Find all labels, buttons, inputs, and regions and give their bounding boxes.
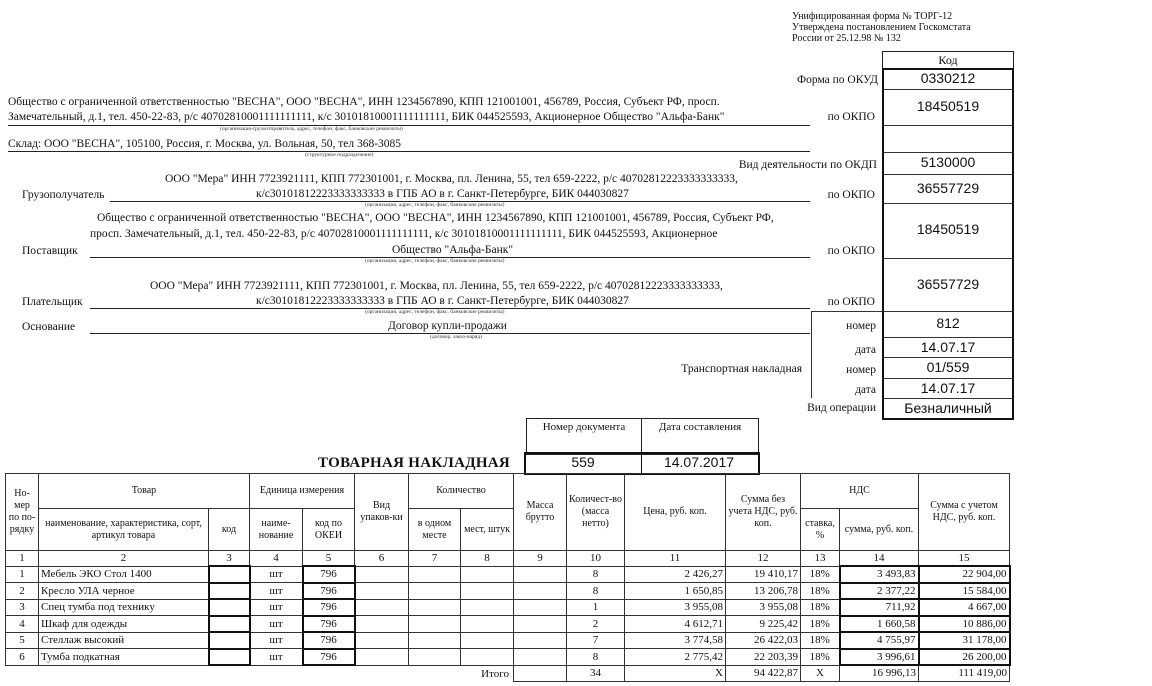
row-number: 2 bbox=[6, 583, 39, 600]
hdr-goods-code: код bbox=[209, 509, 250, 551]
transport-number: 01/559 bbox=[926, 359, 970, 375]
okpo-label-payer: по ОКПО bbox=[827, 296, 875, 308]
row-vat: 4 755,97 bbox=[840, 632, 919, 649]
hdr-qty-places: мест, штук bbox=[461, 509, 514, 551]
hdr-gross: Масса брутто bbox=[514, 474, 567, 551]
payer-line2: к/с30101812223333333333 в ГПБ АО в г. Санкт-Петербурге, БИК 044030827 bbox=[256, 295, 629, 307]
row-number: 5 bbox=[6, 632, 39, 649]
totals-rate: X bbox=[801, 665, 840, 681]
okdp-label: Вид деятельности по ОКДП bbox=[738, 159, 877, 171]
okdp-code: 5130000 bbox=[920, 154, 976, 170]
codes-header: Код bbox=[882, 51, 1014, 69]
supplier-line2: просп. Замечательный, д.1, тел. 450-22-83, р/с 40702810001111111111, к/с 30101810001111111111, БИК 044525593, Акционерное bbox=[90, 228, 718, 240]
table-row bbox=[6, 583, 1010, 600]
payer-label: Плательщик bbox=[22, 296, 83, 308]
doc-title: ТОВАРНАЯ НАКЛАДНАЯ bbox=[318, 455, 511, 471]
warehouse: Склад: ООО "ВЕСНА", 105100, Россия, г. Москва, ул. Вольная, 50, тел 368-3085 bbox=[8, 138, 402, 150]
row-qty: 1 bbox=[567, 599, 625, 616]
row-sum: 26 422,03 bbox=[726, 632, 801, 649]
row-okei: 796 bbox=[303, 583, 355, 600]
payer-caption: (организация, адрес, телефон, факс, банковские реквизиты) bbox=[365, 309, 505, 315]
table-row bbox=[6, 566, 1010, 583]
row-okei: 796 bbox=[303, 566, 355, 583]
doc-date: 14.07.2017 bbox=[663, 454, 735, 470]
row-name: Кресло УЛА черное bbox=[39, 583, 209, 600]
row-number: 4 bbox=[6, 616, 39, 633]
row-qty-one bbox=[409, 583, 461, 600]
totals-sum: 94 422,87 bbox=[726, 665, 801, 681]
col-num: 12 bbox=[726, 551, 801, 567]
table-row bbox=[6, 632, 1010, 649]
basis-caption: (договор, заказ-наряд) bbox=[430, 334, 483, 340]
row-qty: 7 bbox=[567, 632, 625, 649]
row-total: 10 886,00 bbox=[919, 616, 1010, 633]
hdr-goods-name: наименование, характеристика, сорт, артикул товара bbox=[39, 509, 209, 551]
transport-label: Транспортная накладная bbox=[681, 363, 802, 375]
form-header-line2: Утверждена постановлением Госкомстата bbox=[792, 22, 971, 33]
transport-number-label: номер bbox=[846, 364, 876, 376]
basis-date: 14.07.17 bbox=[920, 339, 976, 355]
basis-date-label: дата bbox=[855, 344, 876, 356]
row-total: 15 584,00 bbox=[919, 583, 1010, 600]
row-name: Тумба подкатная bbox=[39, 649, 209, 666]
row-sum: 3 955,08 bbox=[726, 599, 801, 616]
row-qty-one bbox=[409, 599, 461, 616]
row-rate: 18% bbox=[801, 583, 840, 600]
basis-number-label: номер bbox=[846, 320, 876, 332]
supplier-line3: Общество "Альфа-Банк" bbox=[392, 244, 514, 256]
col-num: 1 bbox=[6, 551, 39, 567]
row-price: 4 612,71 bbox=[625, 616, 726, 633]
doc-number-header: Номер документа bbox=[526, 418, 642, 455]
row-gross bbox=[514, 616, 567, 633]
doc-date-header: Дата составления bbox=[641, 418, 759, 455]
payer-line1: ООО "Мера" ИНН 7723921111, КПП 772301001, г. Москва, пл. Ленина, 55, тел 659-2222, р/с 40702812223333333333, bbox=[150, 280, 723, 292]
col-num: 10 bbox=[567, 551, 625, 567]
hdr-goods: Товар bbox=[39, 474, 250, 509]
row-name: Стеллаж высокий bbox=[39, 632, 209, 649]
table-row bbox=[6, 616, 1010, 633]
row-number: 1 bbox=[6, 566, 39, 583]
col-num: 7 bbox=[409, 551, 461, 567]
row-total: 4 667,00 bbox=[919, 599, 1010, 616]
okpo-label-consignee: по ОКПО bbox=[827, 189, 875, 201]
row-sum: 9 225,42 bbox=[726, 616, 801, 633]
col-num: 5 bbox=[303, 551, 355, 567]
hdr-qty-one: в одном месте bbox=[409, 509, 461, 551]
hdr-sum-novat: Сумма без учета НДС, руб. коп. bbox=[726, 474, 801, 551]
hdr-unit-okei: код по ОКЕИ bbox=[303, 509, 355, 551]
col-num: 11 bbox=[625, 551, 726, 567]
okpo-label-org: по ОКПО bbox=[827, 111, 875, 123]
row-okei: 796 bbox=[303, 649, 355, 666]
row-vat: 3 996,61 bbox=[840, 649, 919, 666]
row-vat: 711,92 bbox=[840, 599, 919, 616]
row-vat: 2 377,22 bbox=[840, 583, 919, 600]
supplier-caption: (организация, адрес, телефон, факс, банковские реквизиты) bbox=[365, 258, 505, 264]
row-pack bbox=[355, 599, 409, 616]
row-total: 31 178,00 bbox=[919, 632, 1010, 649]
row-price: 2 426,27 bbox=[625, 566, 726, 583]
row-qty-places bbox=[461, 599, 514, 616]
row-qty-one bbox=[409, 566, 461, 583]
hdr-vat-sum: сумма, руб. коп. bbox=[840, 509, 919, 551]
col-num: 4 bbox=[250, 551, 303, 567]
row-code bbox=[209, 566, 250, 583]
totals-label: Итого bbox=[481, 667, 509, 680]
row-unit: шт bbox=[250, 632, 303, 649]
okpo-label-supplier: по ОКПО bbox=[827, 245, 875, 257]
transport-date-label: дата bbox=[855, 384, 876, 396]
col-num: 6 bbox=[355, 551, 409, 567]
org-caption: (организация-грузоотправитель, адрес, телефон, факс, банковские реквизиты) bbox=[220, 126, 403, 132]
row-unit: шт bbox=[250, 649, 303, 666]
row-name: Шкаф для одежды bbox=[39, 616, 209, 633]
row-sum: 19 410,17 bbox=[726, 566, 801, 583]
supplier-label: Поставщик bbox=[22, 245, 78, 257]
hdr-net: Количест-во (масса нетто) bbox=[567, 474, 625, 551]
row-price: 3 774,58 bbox=[625, 632, 726, 649]
row-code bbox=[209, 583, 250, 600]
col-num: 14 bbox=[840, 551, 919, 567]
okud-label: Форма по ОКУД bbox=[797, 74, 878, 86]
row-gross bbox=[514, 632, 567, 649]
row-okei: 796 bbox=[303, 616, 355, 633]
row-pack bbox=[355, 649, 409, 666]
row-code bbox=[209, 599, 250, 616]
supplier-line1: Общество с ограниченной ответственностью "ВЕСНА", ООО "ВЕСНА", ИНН 1234567890, КПП 121001001, 456789, Россия, Субъект РФ, bbox=[97, 212, 774, 224]
row-gross bbox=[514, 566, 567, 583]
hdr-num: Но-мер по по-рядку bbox=[6, 474, 39, 551]
operation-type: Безналичный bbox=[904, 400, 992, 416]
col-num: 3 bbox=[209, 551, 250, 567]
table-row bbox=[6, 599, 1010, 616]
okpo-supplier-code: 18450519 bbox=[916, 221, 980, 237]
goods-table bbox=[5, 473, 1011, 682]
warehouse-caption: (структурное подразделение) bbox=[305, 152, 374, 158]
row-qty-one bbox=[409, 632, 461, 649]
row-rate: 18% bbox=[801, 632, 840, 649]
basis-value: Договор купли-продажи bbox=[388, 320, 507, 332]
row-rate: 18% bbox=[801, 616, 840, 633]
row-name: Спец тумба под технику bbox=[39, 599, 209, 616]
row-gross bbox=[514, 583, 567, 600]
okpo-consignee-code: 36557729 bbox=[916, 180, 980, 196]
org-line1: Общество с ограниченной ответственностью "ВЕСНА", ООО "ВЕСНА", ИНН 1234567890, КПП 121001001, 456789, Россия, Субъект РФ, просп. bbox=[8, 96, 720, 108]
row-total: 22 904,00 bbox=[919, 566, 1010, 583]
row-name: Мебель ЭКО Стол 1400 bbox=[39, 566, 209, 583]
col-num: 9 bbox=[514, 551, 567, 567]
col-num: 13 bbox=[801, 551, 840, 567]
hdr-unit-name: наиме-нование bbox=[250, 509, 303, 551]
row-unit: шт bbox=[250, 616, 303, 633]
row-pack bbox=[355, 616, 409, 633]
totals-vat: 16 996,13 bbox=[840, 665, 919, 681]
basis-number: 812 bbox=[936, 315, 960, 331]
hdr-vat: НДС bbox=[801, 474, 919, 509]
hdr-sum-vat: Сумма с учетом НДС, руб. коп. bbox=[919, 474, 1010, 551]
hdr-vat-rate: ставка, % bbox=[801, 509, 840, 551]
totals-price: X bbox=[625, 665, 726, 681]
row-qty-one bbox=[409, 616, 461, 633]
row-qty: 8 bbox=[567, 583, 625, 600]
hdr-pack: Вид упаков-ки bbox=[355, 474, 409, 551]
okpo-payer-code: 36557729 bbox=[916, 276, 980, 292]
consignee-label: Грузополучатель bbox=[22, 189, 105, 201]
row-qty-places bbox=[461, 566, 514, 583]
row-code bbox=[209, 632, 250, 649]
row-qty-places bbox=[461, 649, 514, 666]
row-qty-one bbox=[409, 649, 461, 666]
hdr-unit: Единица измерения bbox=[250, 474, 355, 509]
row-pack bbox=[355, 583, 409, 600]
okpo-org-code: 18450519 bbox=[916, 98, 980, 114]
row-okei: 796 bbox=[303, 632, 355, 649]
row-okei: 796 bbox=[303, 599, 355, 616]
row-unit: шт bbox=[250, 583, 303, 600]
consignee-line1: ООО "Мера" ИНН 7723921111, КПП 772301001, г. Москва, пл. Ленина, 55, тел 659-2222, р/с 40702812223333333333, bbox=[165, 173, 738, 185]
row-unit: шт bbox=[250, 566, 303, 583]
row-vat: 3 493,83 bbox=[840, 566, 919, 583]
okud-code: 0330212 bbox=[920, 70, 976, 86]
row-rate: 18% bbox=[801, 649, 840, 666]
row-code bbox=[209, 616, 250, 633]
doc-number: 559 bbox=[571, 454, 595, 470]
row-unit: шт bbox=[250, 599, 303, 616]
row-sum: 22 203,39 bbox=[726, 649, 801, 666]
row-price: 1 650,85 bbox=[625, 583, 726, 600]
col-num: 15 bbox=[919, 551, 1010, 567]
row-qty: 8 bbox=[567, 566, 625, 583]
row-pack bbox=[355, 632, 409, 649]
row-qty-places bbox=[461, 583, 514, 600]
col-num: 8 bbox=[461, 551, 514, 567]
form-header-line1: Унифицированная форма № ТОРГ-12 bbox=[792, 11, 953, 22]
row-gross bbox=[514, 649, 567, 666]
row-price: 3 955,08 bbox=[625, 599, 726, 616]
row-total: 26 200,00 bbox=[919, 649, 1010, 666]
hdr-qty: Количество bbox=[409, 474, 514, 509]
row-rate: 18% bbox=[801, 599, 840, 616]
col-num: 2 bbox=[39, 551, 209, 567]
row-qty-places bbox=[461, 632, 514, 649]
basis-label: Основание bbox=[22, 321, 76, 333]
consignee-line2: к/с30101812223333333333 в ГПБ АО в г. Санкт-Петербурге, БИК 044030827 bbox=[256, 188, 629, 200]
row-number: 3 bbox=[6, 599, 39, 616]
totals-total: 111 419,00 bbox=[919, 665, 1010, 681]
consignee-caption: (организация, адрес, телефон, факс, банковские реквизиты) bbox=[365, 202, 505, 208]
row-gross bbox=[514, 599, 567, 616]
row-number: 6 bbox=[6, 649, 39, 666]
row-qty: 2 bbox=[567, 616, 625, 633]
row-qty: 8 bbox=[567, 649, 625, 666]
org-line2: Замечательный, д.1, тел. 450-22-83, р/с 40702810001111111111, к/с 30101810001111111111, БИК 044525593, Акционерное Общество "Альфа-Банк" bbox=[8, 111, 725, 123]
table-row bbox=[6, 649, 1010, 666]
operation-label: Вид операции bbox=[807, 402, 876, 414]
hdr-price: Цена, руб. коп. bbox=[625, 474, 726, 551]
row-qty-places bbox=[461, 616, 514, 633]
totals-qty: 34 bbox=[567, 665, 625, 681]
transport-date: 14.07.17 bbox=[920, 380, 976, 396]
row-vat: 1 660,58 bbox=[840, 616, 919, 633]
row-pack bbox=[355, 566, 409, 583]
form-header-line3: России от 25.12.98 № 132 bbox=[792, 33, 901, 44]
row-code bbox=[209, 649, 250, 666]
row-sum: 13 206,78 bbox=[726, 583, 801, 600]
row-price: 2 775,42 bbox=[625, 649, 726, 666]
row-rate: 18% bbox=[801, 566, 840, 583]
